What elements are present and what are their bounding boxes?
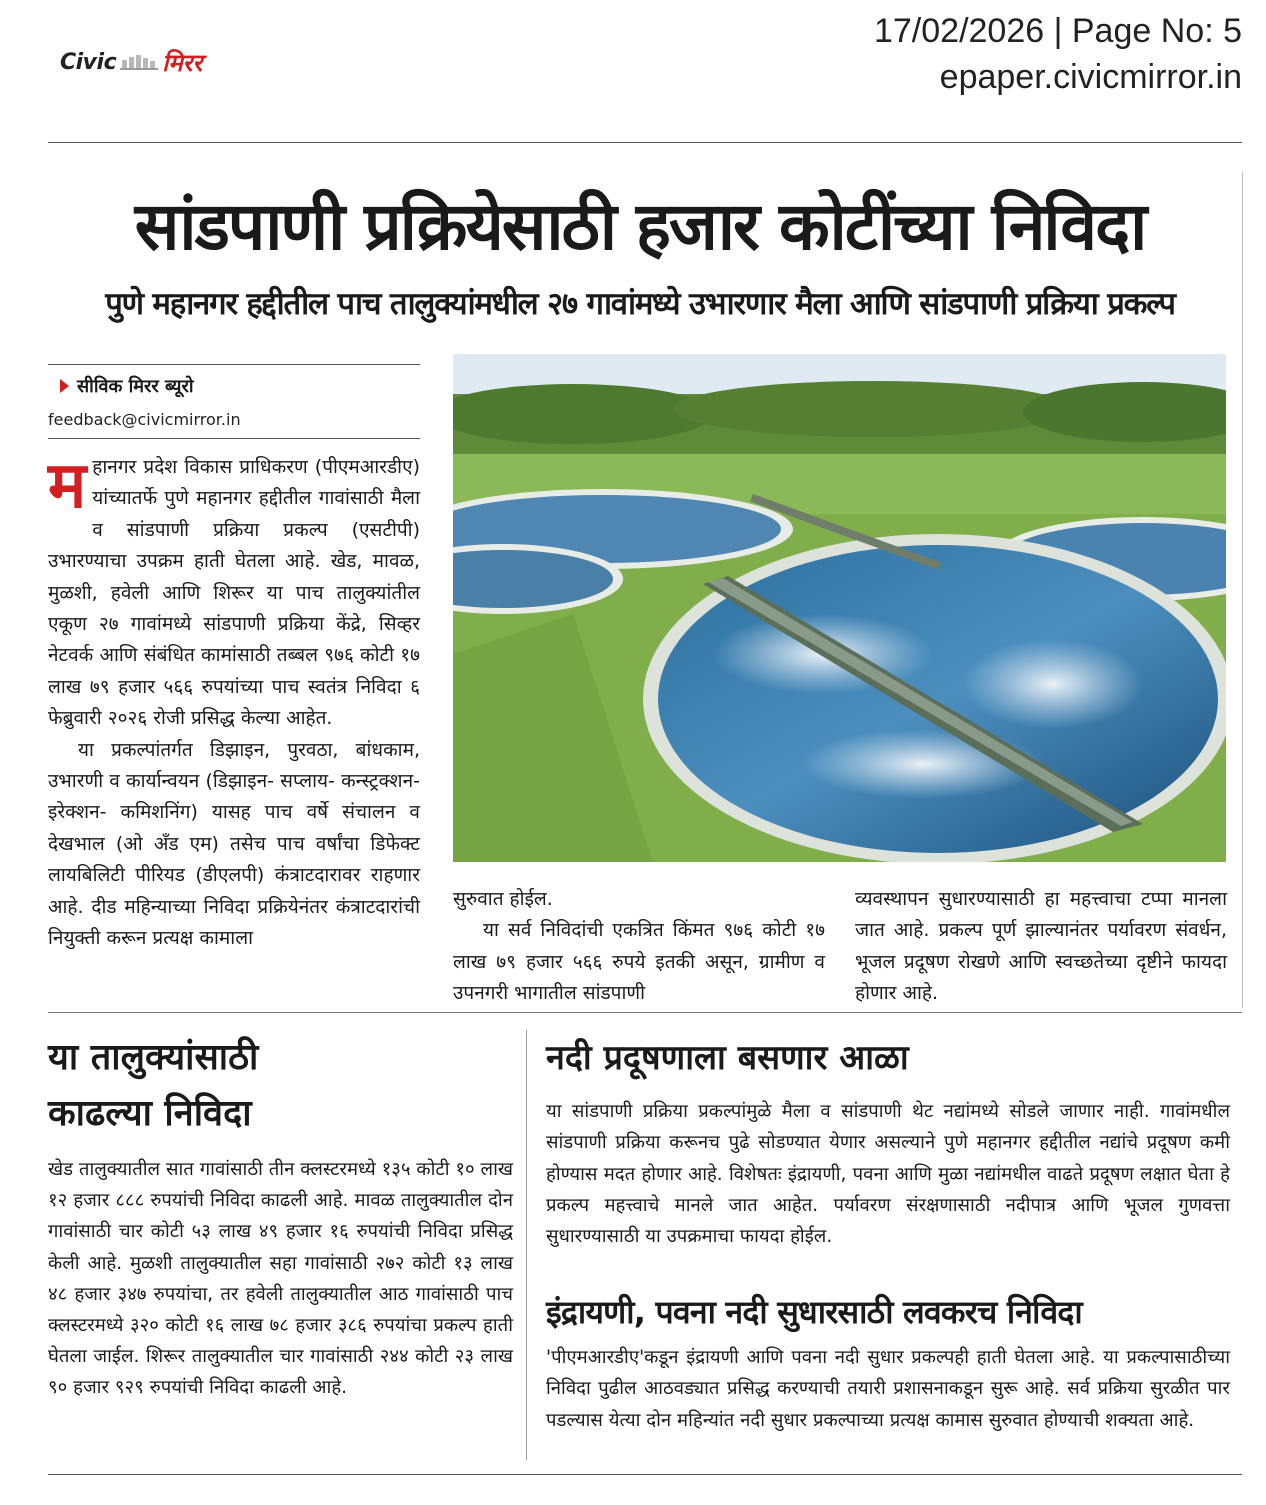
sewage-treatment-plant-photo xyxy=(453,354,1226,862)
edition-meta xyxy=(874,8,1242,100)
byline xyxy=(60,374,194,398)
box-right-title-1: नदी प्रदूषणाला बसणार आळा xyxy=(546,1038,909,1078)
site-url[interactable]: epaper.civicmirror.in xyxy=(939,58,1242,96)
box-right-title-2: इंद्रायणी, पवना नदी सुधारसाठी लवकरच निविदा xyxy=(546,1293,1082,1331)
date-page-label: 17/02/2026 | Page No: 5 xyxy=(873,12,1242,50)
article-paragraph-2: या प्रकल्पांतर्गत डिझाइन, पुरवठा, बांधकाम, उभारणी व कार्यान्वयन (डिझाइन- सप्लाय- कन्स्ट्रक्शन- इरेक्शन- कमिशनिंग) यासह पाच वर्षे संचालन व देखभाल (ओ अँड एम) तसेच पाच वर्षांचा डिफेक्ट लायबिलिटी पीरियड (डीएलपी) कंत्राटदारावर राहणार आहे. दीड महिन्याच्या निविदा प्रक्रियेनंतर कंत्राटदारांची नियुक्ती करून प्रत्यक्ष कामाला xyxy=(48,738,420,950)
box-right-body-2: 'पीएमआरडीए'कडून इंद्रायणी आणि पवना नदी सुधार प्रकल्पही हाती घेतला आहे. या प्रकल्पासाठीच्या निविदा पुढील आठवड्यात प्रसिद्ध करण्याची तयारी प्रशासनाकडून सुरू आहे. सर्व प्रक्रिया सुरळीत पार पडल्यास येत्या दोन महिन्यांत नदी सुधार प्रकल्पाच्या प्रत्यक्ष कामास सुरुवात होण्याची शक्यता आहे. xyxy=(546,1347,1230,1431)
box-right-body-1: या सांडपाणी प्रक्रिया प्रकल्पांमुळे मैला व सांडपाणी थेट नद्यांमध्ये सोडले जाणार नाही. गावांमधील सांडपाणी प्रक्रिया करूनच पुढे सोडण्यात येणार असल्याने पुणे महानगर हद्दीतील नद्यांचे प्रदूषण कमी होण्यास मदत होणार आहे. विशेषतः इंद्रायणी, पवना आणि मुळा नद्यांमधील वाढते प्रदूषण लक्षात घेता हे प्रकल्प महत्त्वाचे मानले जात आहेत. पर्यावरण संरक्षणासाठी नदीपात्र आणि भूजल गुणवत्ता सुधारण्यासाठी या उपक्रमाचा फायदा होईल. xyxy=(546,1101,1230,1248)
byline-bottom-rule xyxy=(48,438,420,439)
box-left-title-1: या तालुक्यांसाठी xyxy=(48,1037,259,1078)
paragraph-1-text: हानगर प्रदेश विकास प्राधिकरण (पीएमआरडीए) यांच्यातर्फे पुणे महानगर हद्दीतील गावांसाठी मैला व सांडपाणी प्रक्रिया प्रकल्प (एसटीपी) उभारण्याचा उपक्रम हाती घेतला आहे. खेड, मावळ, मुळशी, हवेली आणि शिरूर या पाच तालुक्यांतील एकूण २७ गावांमध्ये सांडपाणी प्रक्रिया केंद्रे, सिव्हर नेटवर्क आणि संबंधित कामांसाठी तब्बल ९७६ कोटी १७ लाख ७९ हजार ५६६ रुपयांच्या पाच स्वतंत्र निविदा ६ फेब्रुवारी २०२६ रोजी प्रसिद्ध केल्या आहेत. xyxy=(48,456,420,730)
article-left-column xyxy=(48,449,420,955)
sub-headline: पुणे महानगर हद्दीतील पाच तालुक्यांमधील २७ गावांमध्ये उभारणार मैला आणि सांडपाणी प्रक्रिया प्रकल्प xyxy=(105,286,1175,322)
middle-paragraph-1: सुरुवात होईल. xyxy=(453,888,553,910)
article-paragraph-1 xyxy=(48,449,420,735)
logo-civic-text: Civic xyxy=(60,49,117,75)
page-headline: सांडपाणी प्रक्रियेसाठी हजार कोटींच्या निविदा xyxy=(134,188,1146,265)
byline-text: सीविक मिरर ब्यूरो xyxy=(77,376,194,397)
right-margin-rule xyxy=(1242,172,1243,1008)
drop-cap: म xyxy=(48,449,87,523)
byline-top-rule xyxy=(48,364,420,365)
section-divider xyxy=(48,1012,1242,1013)
logo-mirror-text: मिरर xyxy=(162,48,203,77)
box-left-title-2: काढल्या निविदा xyxy=(48,1093,252,1134)
box-left-body: खेड तालुक्यातील सात गावांसाठी तीन क्लस्टरमध्ये १३५ कोटी १० लाख १२ हजार ८८८ रुपयांची निविदा काढली आहे. मावळ तालुक्यातील दोन गावांसाठी चार कोटी ५३ लाख ४९ हजार १६ रुपयांची निविदा प्रसिद्ध केली आहे. मुळशी तालुक्यातील सहा गावांसाठी २७२ कोटी १३ लाख ४८ हजार ३४७ रुपयांचा, तर हवेली तालुक्यातील आठ गावांसाठी पाच क्लस्टरमध्ये ३२० कोटी १६ लाख ७८ हजार ३८६ रुपयांचा प्रकल्प हाती घेतला जाईल. शिरूर तालुक्यातील चार गावांसाठी २४४ कोटी २३ लाख ९० हजार ९२९ रुपयांची निविदा काढली आहे. xyxy=(48,1159,513,1399)
logo-building-icon xyxy=(120,54,158,70)
article-right-column: व्यवस्थापन सुधारण्यासाठी हा महत्त्वाचा टप्पा मानला जात आहे. प्रकल्प पूर्ण झाल्यानंतर पर्यावरण संवर्धन, भूजल प्रदूषण रोखणे आणि स्वच्छतेच्या दृष्टीने फायदा होणार आहे. xyxy=(855,888,1227,1005)
article-middle-column xyxy=(453,884,825,1010)
page-bottom-rule xyxy=(48,1474,1242,1475)
treatment-plant-illustration xyxy=(453,354,1226,862)
middle-paragraph-2: या सर्व निविदांची एकत्रित किंमत ९७६ कोटी १७ लाख ७९ हजार ५६६ रुपये इतकी असून, ग्रामीण व उपनगरी भागातील सांडपाणी xyxy=(453,919,825,1005)
arrow-right-icon xyxy=(60,379,69,393)
column-separator xyxy=(526,1030,527,1460)
masthead-divider xyxy=(48,142,1242,143)
feedback-email[interactable]: feedback@civicmirror.in xyxy=(48,410,241,429)
civic-mirror-logo xyxy=(60,46,202,78)
